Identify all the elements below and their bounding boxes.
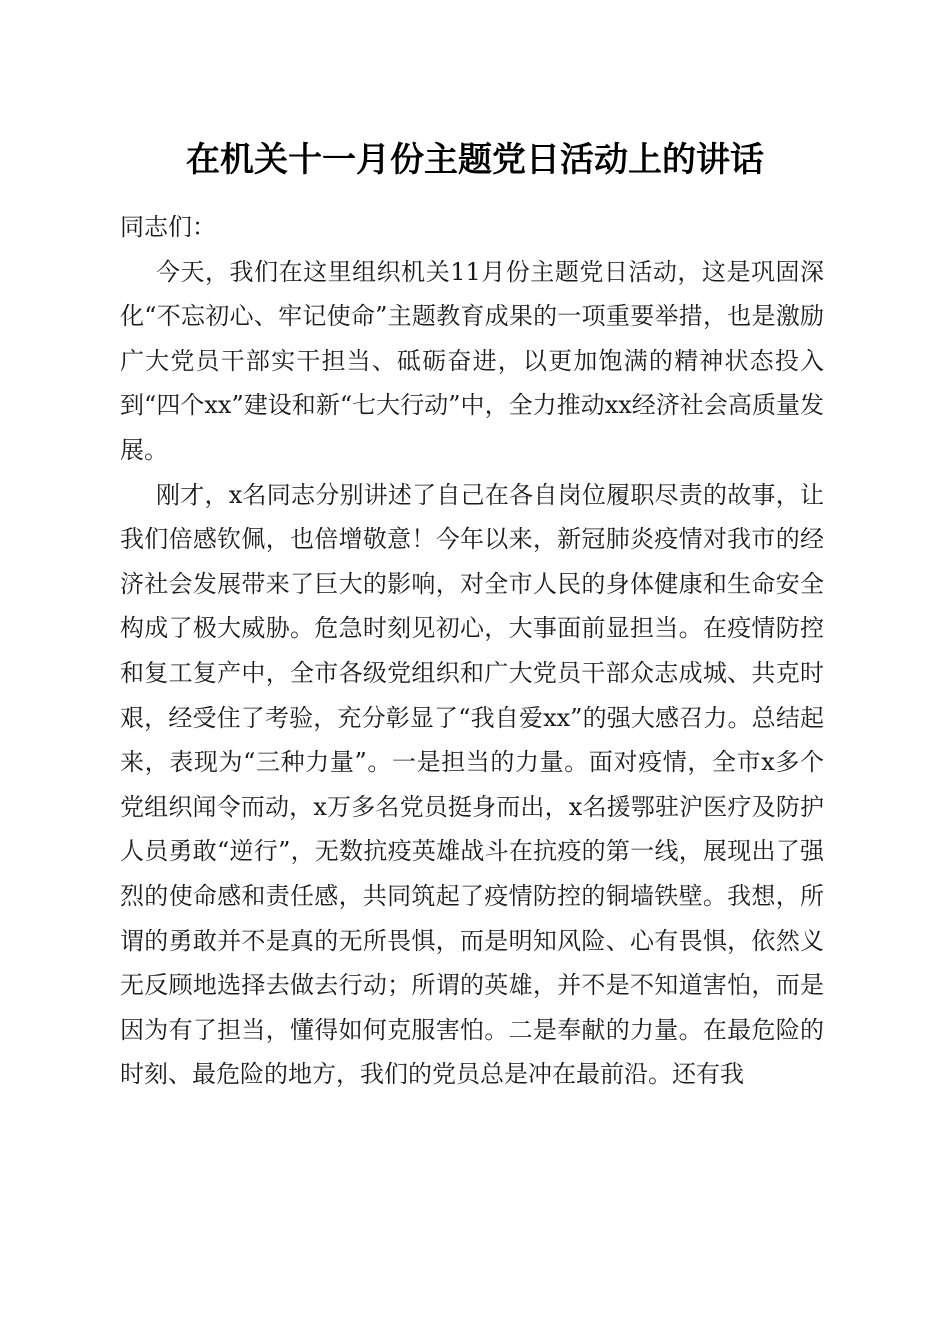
- paragraph-2: 刚才，x名同志分别讲述了自己在各自岗位履职尽责的故事，让我们倍感钦佩，也倍增敬意！今年以来，新冠肺炎疫情对我市的经济社会发展带来了巨大的影响，对全市人民的身体健康和生命安全构成了极大威胁。危急时刻见初心，大事面前显担当。在疫情防控和复工复产中，全市各级党组织和广大党员干部众志成城、共克时艰，经受住了考验，充分彰显了“我自爱xx”的强大感召力。总结起来，表现为“三种力量”。一是担当的力量。面对疫情，全市x多个党组织闻令而动，x万多名党员挺身而出，x名援鄂驻沪医疗及防护人员勇敢“逆行”，无数抗疫英雄战斗在抗疫的第一线，展现出了强烈的使命感和责任感，共同筑起了疫情防控的铜墙铁壁。我想，所谓的勇敢并不是真的无所畏惧，而是明知风险、心有畏惧，依然义无反顾地选择去做去行动；所谓的英雄，并不是不知道害怕，而是因为有了担当，懂得如何克服害怕。二是奉献的力量。在最危险的时刻、最危险的地方，我们的党员总是冲在最前沿。还有我: [120, 480, 824, 1089]
- salutation: 同志们：: [120, 213, 216, 241]
- document-body: [120, 205, 824, 1097]
- paragraph-1: 今天，我们在这里组织机关11月份主题党日活动，这是巩固深化“不忘初心、牢记使命”主题教育成果的一项重要举措，也是激励广大党员干部实干担当、砥砺奋进，以更加饱满的精神状态投入到“四个xx”建设和新“七大行动”中，全力推动xx经济社会高质量发展。: [120, 257, 824, 464]
- document-title: 在机关十一月份主题党日活动上的讲话: [186, 140, 764, 180]
